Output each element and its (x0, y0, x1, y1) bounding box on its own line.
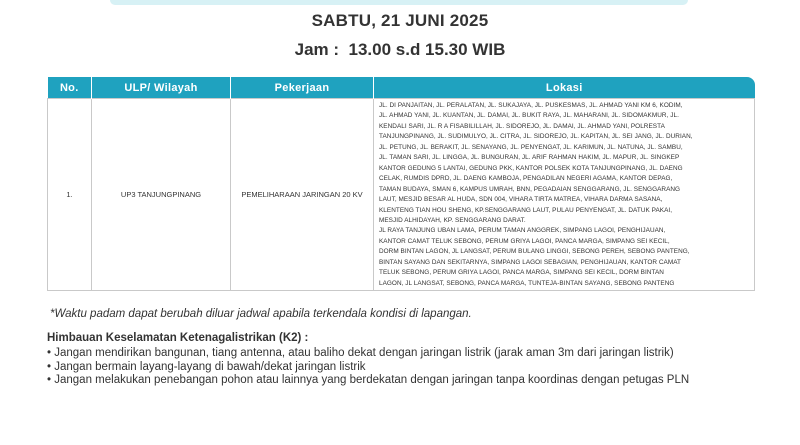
lokasi-line: KANTOR GEDUNG 5 LANTAI, GEDUNG PKK, KANTOR POLSEK KOTA TANJUNGPINANG, JL. DAENG (379, 164, 683, 172)
table-header-row (48, 77, 755, 99)
pekerjaan-cell: PEMELIHARAAN JARINGAN 20 KV (231, 99, 374, 291)
table-row (48, 99, 755, 291)
lokasi-cell (374, 99, 755, 291)
lokasi-line: JL. DI PANJAITAN, JL. PERALATAN, JL. SUKAJAYA, JL. PUSKESMAS, JL. AHMAD YANI KM 6, KODIM, (379, 102, 683, 109)
lokasi-line: JL. PETUNG, JL. BERAKIT, JL. SENAYANG, JL. PENYENGAT, JL. KARIMUN, JL. NATUNA, JL. SAMBU, (379, 143, 683, 151)
lokasi-line: JL RAYA TANJUNG UBAN LAMA, PERUM TAMAN ANGGREK, SIMPANG LAGOI, PENGHIJAUAN, (379, 227, 666, 235)
lokasi-line: BINTAN SAYANG DAN SEKITARNYA, SIMPANG LAGOI SEBAGIAN, PENGHIJAUAN, KANTOR CAMAT (379, 258, 681, 266)
lokasi-line: JL. AHMAD YANI, JL. KUANTAN, JL. DAMAI, JL. BUKIT RAYA, JL. MAHARANI, JL. SIDOMAKMUR, JL. (379, 112, 679, 120)
column-header-pekerjaan: Pekerjaan (231, 77, 374, 99)
lokasi-line: KANTOR CAMAT TELUK SEBONG, PERUM GRIYA LAGOI, PANCA MARGA, SIMPANG SEI KECIL, (379, 237, 670, 245)
lokasi-line: CELAK, RUMDIS DPRD, JL. DAENG KAMBOJA, PENGADILAN NEGERI AGAMA, KANTOR DEPAG, (379, 175, 673, 183)
lokasi-line: KLENTENG TIAN HOU SHENG, KP.SENGGARANG LAUT, PULAU PENYENGAT, JL. DATUK PAKAI, (379, 206, 673, 214)
lokasi-line: KENDALI SARI, JL. R A FISABILILLAH, JL. SIDOREJO, JL. DAMAI, JL. AHMAD YANI, POLRESTA (379, 122, 665, 130)
lokasi-line: LAGON, JL LANGSAT, SEBONG, PANCA MARGA, TUNTEJA-BINTAN SAYANG, SEBONG PANTENG (379, 279, 675, 287)
row-number-cell: 1. (48, 99, 92, 291)
lokasi-line: TANJUNGPINANG, JL. SUDIMULYO, JL. CITRA, JL. SIDOREJO, JL. KAPITAN, JL. SEI JANG, JL. DURIAN, (379, 133, 693, 141)
lokasi-line: DORM BINTAN LAGON, JL LANGSAT, PERUM BULANG LINGGI, SEBONG PEREH, SEBONG PANTENG, (379, 248, 690, 256)
ulp-cell: UP3 TANJUNGPINANG (92, 99, 231, 291)
lokasi-line: LAUT, MESJID BESAR AL HUDA, SDN 004, VIHARA TIRTA MATREA, VIHARA DARMA SASANA, (379, 196, 663, 204)
column-header-ulp: ULP/ Wilayah (92, 77, 231, 99)
k2-safety-title: Himbauan Keselamatan Ketenagalistrikan (K2) : (47, 332, 309, 344)
schedule-disclaimer-note: *Waktu padam dapat berubah diluar jadwal apabila terkendala kondisi di lapangan. (50, 308, 472, 320)
k2-safety-list (47, 347, 689, 388)
k2-safety-item: • Jangan mendirikan bangunan, tiang antenna, atau baliho dekat dengan jaringan listrik (jarak aman 3m dari jaringan listrik) (47, 347, 689, 361)
lokasi-line: JL. TAMAN SARI, JL. LINGGA, JL. BUNGURAN, JL. ARIF RAHMAN HAKIM, JL. MAPUR, JL. SINGKEP (379, 154, 680, 162)
schedule-date: SABTU, 21 JUNI 2025 (311, 11, 489, 30)
schedule-time: Jam : 13.00 s.d 15.30 WIB (294, 40, 506, 59)
top-banner-strip (110, 0, 688, 5)
column-header-no: No. (48, 77, 92, 99)
lokasi-line: TAMAN BUDAYA, SMAN 6, KAMPUS UMRAH, BNN, PEGADAIAN SENGGARANG, JL. SENGGARANG (379, 185, 681, 193)
k2-safety-item: • Jangan bermain layang-layang di bawah/dekat jaringan listrik (47, 361, 689, 375)
lokasi-line: MESJID ALHIDAYAH, KP. SENGGARANG DARAT. (379, 216, 526, 224)
lokasi-line: TELUK SEBONG, PERUM GRIYA LAGOI, PANCA MARGA, SIMPANG SEI KECIL, DORM BINTAN (379, 269, 664, 277)
column-header-lokasi: Lokasi (374, 77, 755, 99)
k2-safety-item: • Jangan melakukan penebangan pohon atau lainnya yang berdekatan dengan jaringan tanpa koordinas dengan petugas PLN (47, 374, 689, 388)
outage-schedule-table (47, 77, 755, 291)
